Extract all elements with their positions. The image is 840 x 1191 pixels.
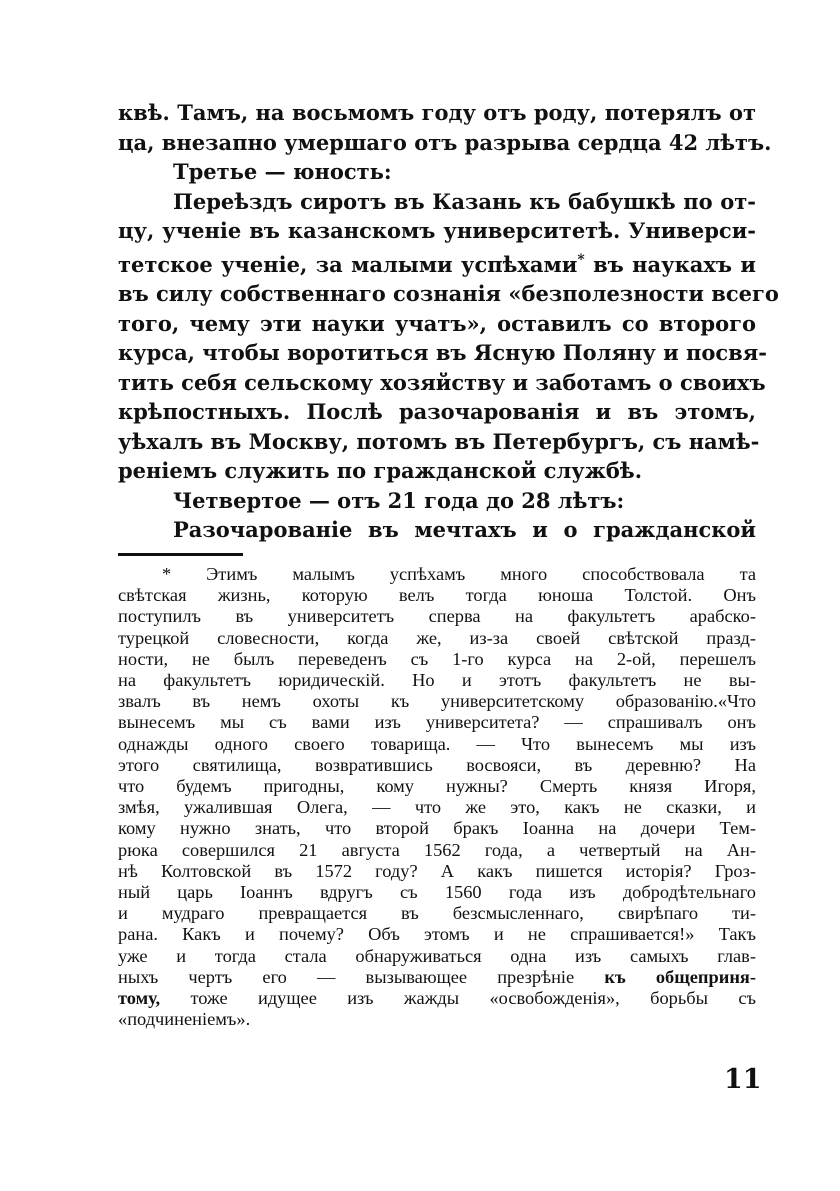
footnote-line: свѣтская жизнь, которую велъ тогда юноша Толстой. Онъ: [118, 585, 756, 606]
footnote-marker: *: [577, 251, 585, 268]
footnote-line: [118, 967, 756, 988]
text-line: Четвертое — отъ 21 года до 28 лѣтъ:: [173, 487, 625, 513]
text-line: Третье — юность:: [173, 159, 392, 184]
footnote-line: и мудраго превращается въ безсмысленнаго, свирѣпаго ти-: [118, 903, 756, 924]
footnote-segment: ныхъ чертъ его — вызывающее презрѣніе: [118, 966, 605, 987]
text-line: крѣпостныхъ. Послѣ разочарованія и въ этомъ,: [118, 399, 756, 424]
footnote-line: кому нужно знать, что второй бракъ Іоанна на дочери Тем-: [118, 818, 756, 839]
footnote-line: змѣя, ужалившая Олега, — что же это, какъ не сказки, и: [118, 797, 756, 818]
footnote-line: этого святилища, возвратившись восвояси, въ деревню? На: [118, 754, 756, 775]
footnote-line: однажды одного своего товарища. — Что вынесемъ мы изъ: [118, 733, 756, 754]
footnote-emphasis: тому,: [118, 988, 161, 1009]
footnote-line: уже и тогда стала обнаруживаться одна изъ самыхъ глав-: [118, 945, 756, 966]
footnote-line: звалъ въ немъ охоты къ университетскому образованію.«Что: [118, 691, 756, 712]
footnote-line: ный царь Іоаннъ вдругъ съ 1560 года изъ добродѣтельнаго: [118, 882, 756, 903]
text-line: уѣхалъ въ Москву, потомъ въ Петербургъ, съ намѣ-: [118, 428, 760, 454]
footnote-line: рюка совершился 21 августа 1562 года, а четвертый на Ан-: [118, 839, 756, 860]
footnote: [118, 564, 756, 1030]
footnote-line: нѣ Колтовской въ 1572 году? А какъ пишется исторія? Гроз-: [118, 860, 756, 881]
text-line: Разочарованіе въ мечтахъ и о гражданской: [173, 517, 756, 542]
footnote-divider: [118, 553, 243, 556]
text-line: тить себя сельскому хозяйству и заботамъ о своихъ: [118, 369, 766, 395]
text-line: квѣ. Тамъ, на восьмомъ году отъ роду, потерялъ от: [118, 100, 756, 125]
text-segment: въ наукахъ и: [593, 251, 756, 277]
text-line: Переѣздъ сиротъ въ Казань къ бабушкѣ по от-: [173, 188, 756, 214]
footnote-line: * Этимъ малымъ успѣхамъ много способствовала та: [162, 564, 756, 584]
footnote-segment: тоже идущее изъ жажды «освобожденія», борьбы съ: [160, 988, 756, 1009]
footnote-line: рана. Какъ и почему? Объ этомъ и не спрашивается!» Такъ: [118, 924, 756, 945]
text-line: цу, ученіе въ казанскомъ университетѣ. Универси-: [118, 218, 756, 243]
footnote-line: на факультетъ юридическій. Но и этотъ факультетъ не вы-: [118, 670, 756, 691]
text-line-with-footnote: [118, 246, 756, 280]
page-number: 11: [724, 1064, 762, 1095]
text-segment: тетское ученіе, за малыми успѣхами: [118, 251, 578, 277]
footnote-line: вынесемъ мы съ вами изъ университета? — спрашивалъ онъ: [118, 712, 756, 733]
footnote-line: [118, 988, 756, 1009]
footnote-line: поступилъ въ университетъ сперва на факультетъ арабско-: [118, 606, 756, 627]
text-line: того, чему эти науки учатъ», оставилъ со второго: [118, 310, 756, 336]
text-line: курса, чтобы воротиться въ Ясную Поляну и посвя-: [118, 340, 767, 365]
footnote-line: ности, не былъ переведенъ съ 1-го курса на 2-ой, перешелъ: [118, 648, 756, 669]
main-text: [118, 98, 779, 545]
footnote-emphasis: къ общеприня-: [604, 966, 756, 987]
text-line: реніемъ служить по гражданской службѣ.: [118, 458, 643, 483]
text-line: ца, внезапно умершаго отъ разрыва сердца 42 лѣтъ.: [118, 129, 772, 155]
text-line: въ силу собственнаго сознанія «безполезности всего: [118, 281, 779, 306]
footnote-line: что будемъ пригодны, кому нужны? Смерть князя Игоря,: [118, 776, 756, 797]
footnote-line: «подчиненіемъ».: [118, 1009, 251, 1030]
footnote-line: турецкой словесности, когда же, из-за своей свѣтской празд-: [118, 627, 756, 648]
